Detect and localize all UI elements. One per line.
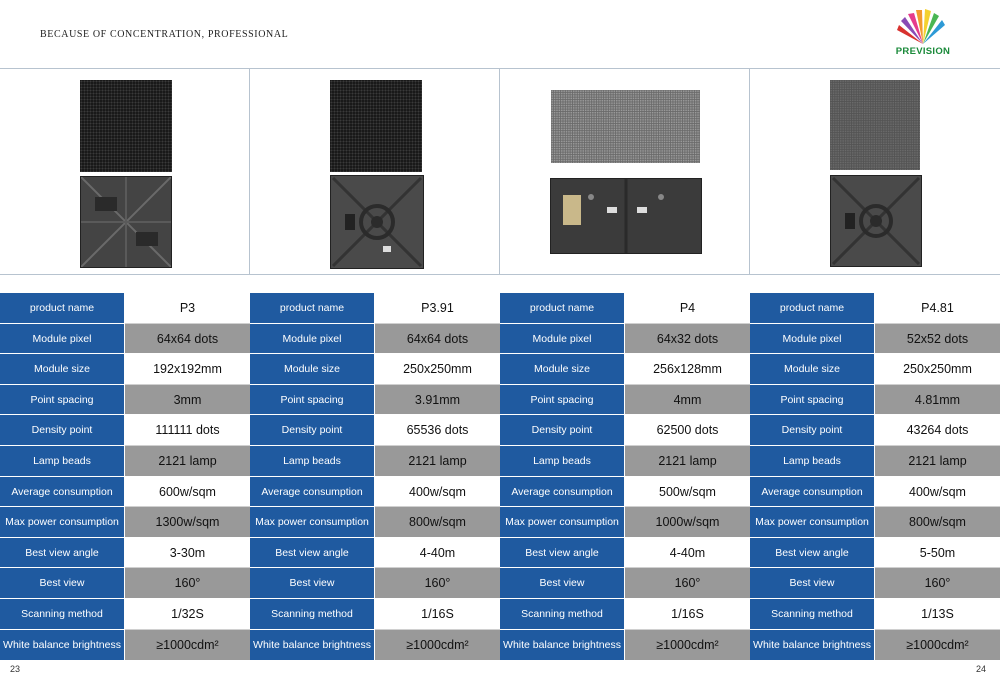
spec-label: Density point [500,415,624,446]
spec-value: 65536 dots [375,415,500,446]
spec-value: P4 [625,293,750,324]
spec-label: Average consumption [250,477,374,507]
spec-label: Best view angle [750,538,874,568]
spec-value: 256x128mm [625,354,750,385]
product-photo-p3 [0,69,249,274]
spec-label: Point spacing [250,385,374,415]
spec-value: 4.81mm [875,385,1000,415]
product-photo-p481 [749,69,1000,274]
spec-value: 64x64 dots [375,324,500,354]
spec-row-point-spacing [500,385,750,415]
spec-value: 160° [125,568,250,599]
spec-value: 64x64 dots [125,324,250,354]
spec-row-point-spacing [750,385,1000,415]
spec-label: product name [750,293,874,324]
spec-row-max-power-consumption [0,507,250,538]
spec-value: 600w/sqm [125,477,250,507]
module-front-image [330,80,422,172]
spec-label: Scanning method [500,599,624,630]
spec-value: 62500 dots [625,415,750,446]
spec-row-white-balance-brightness [250,630,500,661]
module-front-image [551,90,700,163]
spec-row-lamp-beads [750,446,1000,477]
spec-row-module-pixel [500,324,750,354]
spec-row-product-name [250,293,500,324]
spec-label: product name [0,293,124,324]
spec-label: Best view [0,568,124,599]
spec-row-lamp-beads [500,446,750,477]
spec-row-scanning-method [500,599,750,630]
spec-row-product-name [500,293,750,324]
spec-label: Point spacing [500,385,624,415]
spec-value: 400w/sqm [375,477,500,507]
spec-row-module-pixel [0,324,250,354]
spec-row-product-name [0,293,250,324]
spec-row-max-power-consumption [250,507,500,538]
spec-label: Best view [250,568,374,599]
spec-row-scanning-method [750,599,1000,630]
spec-value: 43264 dots [875,415,1000,446]
spec-row-best-view-angle [750,538,1000,568]
spec-row-point-spacing [0,385,250,415]
spec-label: Scanning method [0,599,124,630]
spec-row-lamp-beads [250,446,500,477]
spec-label: Point spacing [750,385,874,415]
spec-row-scanning-method [0,599,250,630]
spec-row-average-consumption [250,477,500,507]
spec-value: P3.91 [375,293,500,324]
spec-label: Module size [250,354,374,385]
spec-row-average-consumption [500,477,750,507]
spec-label: Max power consumption [750,507,874,538]
spec-row-module-size [250,354,500,385]
spec-label: Scanning method [250,599,374,630]
spec-value: 64x32 dots [625,324,750,354]
spec-value: 2121 lamp [375,446,500,477]
spec-row-white-balance-brightness [750,630,1000,661]
spec-row-best-view [750,568,1000,599]
spec-value: 3.91mm [375,385,500,415]
spec-label: Lamp beads [250,446,374,477]
spec-row-density-point [500,415,750,446]
spec-label: Average consumption [750,477,874,507]
spec-label: White balance brightness [0,630,124,661]
spec-label: Density point [250,415,374,446]
spec-row-max-power-consumption [750,507,1000,538]
spec-value: 52x52 dots [875,324,1000,354]
spec-label: Average consumption [500,477,624,507]
spec-value: 111111 dots [125,415,250,446]
spec-label: Density point [750,415,874,446]
product-photo-p4 [499,69,750,274]
spec-label: Best view [500,568,624,599]
spec-label: Density point [0,415,124,446]
spec-value: 250x250mm [375,354,500,385]
spec-label: Max power consumption [0,507,124,538]
spec-row-density-point [0,415,250,446]
spec-value: ≥1000cdm² [375,630,500,661]
prevision-logo [888,8,958,60]
spec-row-module-size [750,354,1000,385]
spec-row-module-size [500,354,750,385]
spec-label: Module pixel [0,324,124,354]
spec-label: Module size [500,354,624,385]
spec-row-module-size [0,354,250,385]
module-front-image [80,80,172,172]
spec-value: ≥1000cdm² [125,630,250,661]
spec-row-white-balance-brightness [500,630,750,661]
spec-value: 160° [375,568,500,599]
spec-label: Module pixel [750,324,874,354]
spec-label: Module size [750,354,874,385]
logo-rays-icon [888,8,958,48]
spec-value: 1300w/sqm [125,507,250,538]
spec-label: Module pixel [500,324,624,354]
spec-value: 1/13S [875,599,1000,630]
spec-label: Average consumption [0,477,124,507]
spec-row-product-name [750,293,1000,324]
spec-value: 5-50m [875,538,1000,568]
spec-row-best-view [0,568,250,599]
spec-label: product name [250,293,374,324]
spec-label: Point spacing [0,385,124,415]
spec-label: product name [500,293,624,324]
spec-value: 2121 lamp [125,446,250,477]
spec-label: White balance brightness [250,630,374,661]
spec-value: 4mm [625,385,750,415]
spec-row-best-view [500,568,750,599]
spec-label: Max power consumption [250,507,374,538]
spec-label: Module pixel [250,324,374,354]
spec-value: 800w/sqm [375,507,500,538]
spec-label: Lamp beads [500,446,624,477]
spec-value: 250x250mm [875,354,1000,385]
module-back-image [830,175,922,267]
spec-value: ≥1000cdm² [875,630,1000,661]
spec-value: 1000w/sqm [625,507,750,538]
spec-row-best-view [250,568,500,599]
spec-label: Best view angle [0,538,124,568]
spec-value: 4-40m [375,538,500,568]
spec-row-white-balance-brightness [0,630,250,661]
spec-row-best-view-angle [500,538,750,568]
spec-label: Best view angle [250,538,374,568]
spec-label: Best view angle [500,538,624,568]
spec-value: 1/16S [625,599,750,630]
spec-label: White balance brightness [750,630,874,661]
spec-value: 160° [625,568,750,599]
logo-text: PREVISION [895,46,951,57]
spec-label: White balance brightness [500,630,624,661]
spec-value: P4.81 [875,293,1000,324]
spec-value: 160° [875,568,1000,599]
spec-value: 3-30m [125,538,250,568]
spec-value: 4-40m [625,538,750,568]
spec-value: 500w/sqm [625,477,750,507]
spec-row-density-point [250,415,500,446]
spec-value: ≥1000cdm² [625,630,750,661]
spec-value: 400w/sqm [875,477,1000,507]
spec-value: P3 [125,293,250,324]
page-number-left: 23 [10,664,21,674]
module-back-image [550,178,702,254]
spec-value: 1/16S [375,599,500,630]
page-number-right: 24 [976,664,987,674]
spec-label: Scanning method [750,599,874,630]
module-back-image [80,176,172,268]
spec-label: Module size [0,354,124,385]
spec-row-density-point [750,415,1000,446]
spec-row-best-view-angle [250,538,500,568]
spec-value: 192x192mm [125,354,250,385]
module-front-image [830,80,920,170]
spec-row-average-consumption [750,477,1000,507]
spec-row-average-consumption [0,477,250,507]
module-back-image [330,175,424,269]
brochure-tagline: BECAUSE OF CONCENTRATION, PROFESSIONAL [40,29,289,40]
spec-row-module-pixel [250,324,500,354]
spec-label: Max power consumption [500,507,624,538]
spec-value: 2121 lamp [875,446,1000,477]
spec-label: Lamp beads [750,446,874,477]
spec-label: Lamp beads [0,446,124,477]
product-photo-p391 [249,69,500,274]
spec-row-max-power-consumption [500,507,750,538]
spec-row-best-view-angle [0,538,250,568]
spec-value: 3mm [125,385,250,415]
spec-row-lamp-beads [0,446,250,477]
spec-value: 2121 lamp [625,446,750,477]
spec-value: 800w/sqm [875,507,1000,538]
spec-row-point-spacing [250,385,500,415]
spec-row-scanning-method [250,599,500,630]
product-photo-band [0,68,1000,275]
spec-label: Best view [750,568,874,599]
spec-value: 1/32S [125,599,250,630]
spec-row-module-pixel [750,324,1000,354]
